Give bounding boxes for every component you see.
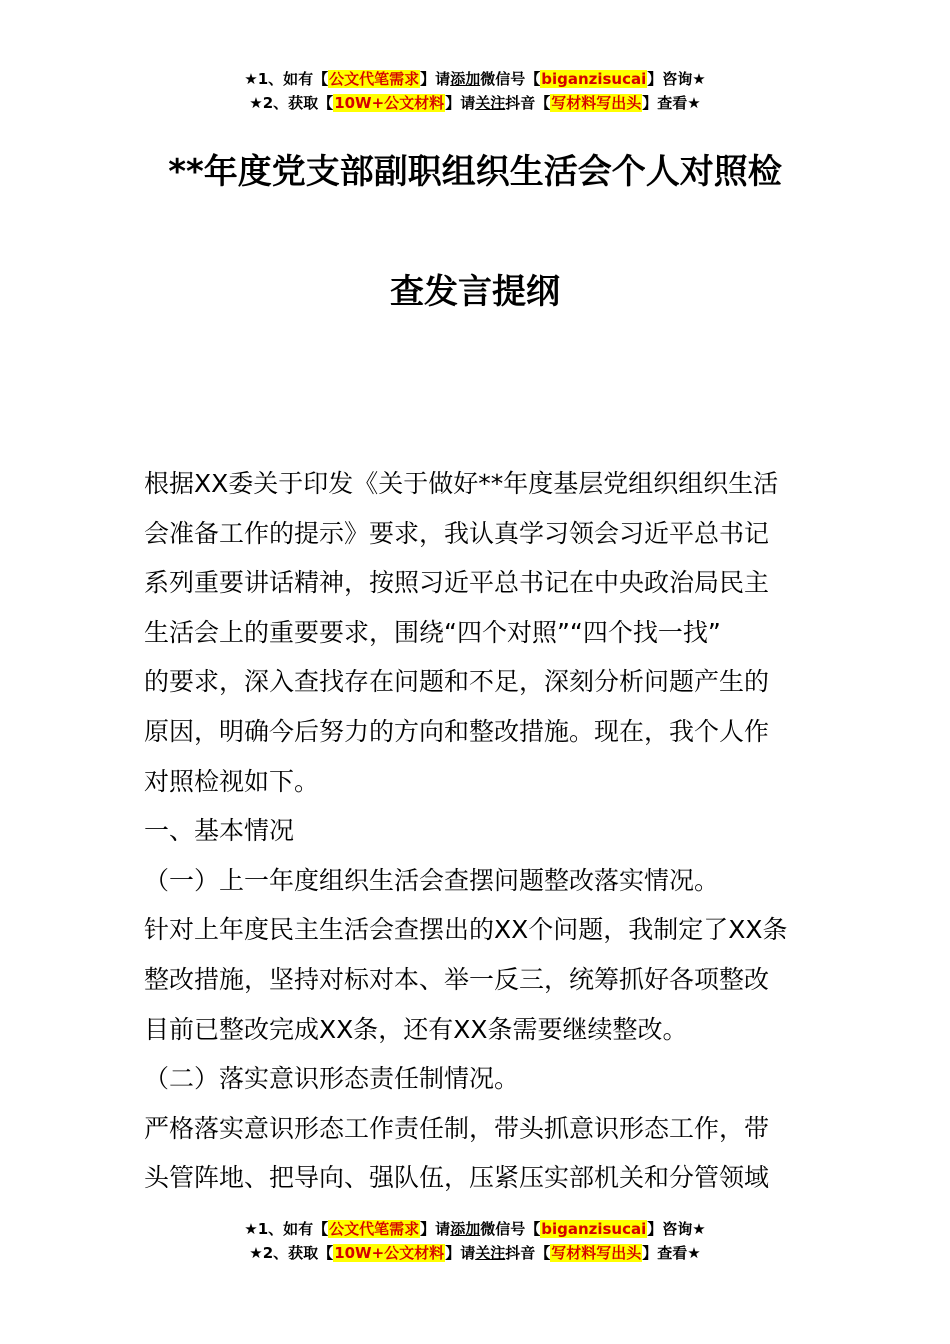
banner-line-2: [0, 1241, 950, 1265]
body-line: 的要求，深入查找存在问题和不足，深刻分析问题产生的: [144, 667, 770, 697]
banner-text: 】请: [420, 1220, 451, 1238]
banner-text: 】请: [445, 94, 476, 112]
banner-text: 抖音【: [505, 94, 551, 112]
banner-highlight: 写材料写出头: [551, 94, 642, 112]
body-line: 针对上年度民主生活会查摆出的XX个问题，我制定了XX条: [144, 915, 788, 945]
banner-text: 】查看★: [642, 1244, 701, 1262]
banner-text: ★2、获取【: [249, 1244, 334, 1262]
banner-text: 】请: [445, 1244, 476, 1262]
banner-highlight: biganzisucai: [541, 70, 647, 88]
banner-text: ★1、如有【: [244, 70, 329, 88]
banner-line-2: [0, 91, 950, 115]
banner-underlined: 添加: [450, 1220, 481, 1238]
body-line: 目前已整改完成XX条，还有XX条需要继续整改。: [144, 1014, 688, 1044]
banner-underlined: 关注: [475, 94, 506, 112]
subsection-heading: （二）落实意识形态责任制情况。: [144, 1064, 520, 1094]
banner-text: ★2、获取【: [249, 94, 334, 112]
footer-banner: [0, 1217, 950, 1265]
banner-highlight: 公文代笔需求: [329, 70, 420, 88]
banner-highlight: 10W+公文材料: [334, 94, 445, 112]
document-body: [144, 459, 812, 1203]
body-line: 原因，明确今后努力的方向和整改措施。现在，我个人作: [144, 716, 770, 746]
banner-text: 】查看★: [642, 94, 701, 112]
banner-text: 抖音【: [505, 1244, 551, 1262]
banner-line-1: [0, 1217, 950, 1241]
banner-underlined: 添加: [450, 70, 481, 88]
banner-highlight: 公文代笔需求: [329, 1220, 420, 1238]
body-line: 对照检视如下。: [144, 766, 320, 796]
body-line: 系列重要讲话精神，按照习近平总书记在中央政治局民主: [144, 568, 770, 598]
header-banner: [0, 67, 950, 115]
banner-text: ★1、如有【: [244, 1220, 329, 1238]
banner-text: 】咨询★: [647, 1220, 706, 1238]
banner-line-1: [0, 67, 950, 91]
document-title-line-2: 查发言提纲: [390, 272, 560, 312]
banner-underlined: 关注: [475, 1244, 506, 1262]
banner-highlight: biganzisucai: [541, 1220, 647, 1238]
banner-text: 微信号【: [480, 70, 541, 88]
body-line: 生活会上的重要要求，围绕“四个对照”“四个找一找”: [144, 617, 721, 647]
banner-highlight: 写材料写出头: [551, 1244, 642, 1262]
banner-text: 】咨询★: [647, 70, 706, 88]
section-heading: 一、基本情况: [144, 816, 295, 846]
subsection-heading: （一）上一年度组织生活会查摆问题整改落实情况。: [144, 865, 720, 895]
body-line: 根据XX委关于印发《关于做好**年度基层党组织组织生活: [144, 469, 779, 498]
document-title-line-1: **年度党支部副职组织生活会个人对照检: [168, 152, 782, 192]
banner-text: 微信号【: [480, 1220, 541, 1238]
body-line: 头管阵地、把导向、强队伍，压紧压实部机关和分管领域: [144, 1163, 770, 1193]
banner-highlight: 10W+公文材料: [334, 1244, 445, 1262]
body-line: 会准备工作的提示》要求，我认真学习领会习近平总书记: [144, 518, 770, 548]
banner-text: 】请: [420, 70, 451, 88]
body-line: 严格落实意识形态工作责任制，带头抓意识形态工作，带: [144, 1113, 770, 1143]
body-line: 整改措施，坚持对标对本、举一反三，统筹抓好各项整改: [144, 964, 770, 994]
